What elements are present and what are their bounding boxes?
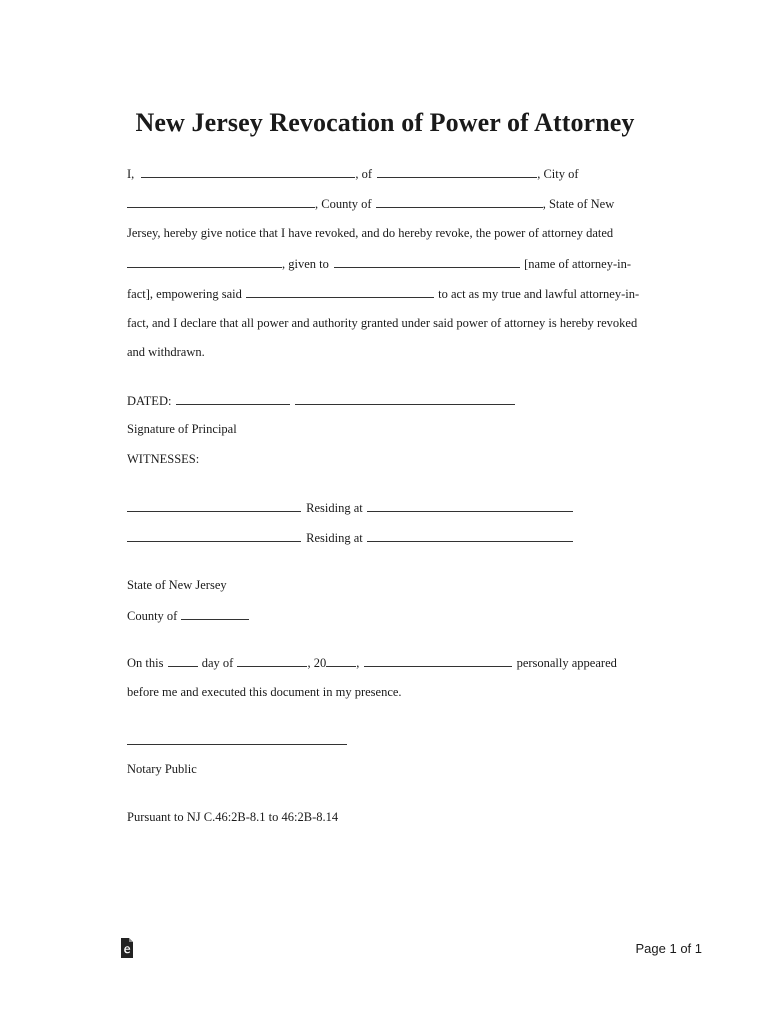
notary-month-blank[interactable] <box>237 654 307 667</box>
county-of-label: County of <box>127 609 178 623</box>
text-day-of: day of <box>201 656 234 670</box>
county-of-line <box>127 607 249 624</box>
notary-acknowledgment-line-2: before me and executed this document in my presence. <box>127 685 402 699</box>
notary-signature-blank[interactable] <box>127 744 347 745</box>
address-blank[interactable] <box>377 165 537 178</box>
signature-of-principal-label: Signature of Principal <box>127 422 237 436</box>
document-title: New Jersey Revocation of Power of Attorney <box>135 108 635 137</box>
text-comma: , <box>356 656 360 670</box>
paragraph-line-2 <box>127 195 614 212</box>
state-of-new-jersey-line: State of New Jersey <box>127 578 227 592</box>
text-given-to: , given to <box>282 257 329 271</box>
witness-1-residence-blank[interactable] <box>367 499 573 512</box>
text-county-of: , County of <box>315 197 372 211</box>
witness-line-1 <box>127 499 573 516</box>
residing-at-label-2: Residing at <box>306 531 363 545</box>
paragraph-line-6: fact, and I declare that all power and authority granted under said power of attorney is hereby revoked <box>127 316 638 330</box>
notary-year-blank[interactable] <box>326 654 356 667</box>
text-state-of-new: , State of New <box>542 197 615 211</box>
eforms-logo-icon <box>118 934 138 960</box>
attorney-name-blank[interactable] <box>246 285 434 298</box>
paragraph-line-7: and withdrawn. <box>127 345 205 359</box>
text-true-and-lawful: to act as my true and lawful attorney-in- <box>438 287 640 301</box>
notary-county-blank[interactable] <box>181 607 249 620</box>
dated-label: DATED: <box>127 394 172 408</box>
residing-at-label-1: Residing at <box>306 501 363 515</box>
county-blank[interactable] <box>376 195 543 208</box>
notary-public-label: Notary Public <box>127 762 197 776</box>
witness-1-signature-blank[interactable] <box>127 499 301 512</box>
attorney-in-fact-blank[interactable] <box>334 255 520 268</box>
principal-name-blank[interactable] <box>141 165 355 178</box>
principal-signature-blank[interactable] <box>295 392 515 405</box>
poa-date-blank[interactable] <box>127 255 282 268</box>
text-empowering-said: fact], empowering said <box>127 287 242 301</box>
witness-2-residence-blank[interactable] <box>367 529 573 542</box>
text-i: I, <box>127 167 135 181</box>
dated-blank[interactable] <box>176 392 290 405</box>
paragraph-line-4 <box>127 255 631 272</box>
notary-acknowledgment-line-1 <box>127 654 617 671</box>
dated-line <box>127 392 515 409</box>
text-personally-appeared: personally appeared <box>516 656 617 670</box>
statute-reference-line: Pursuant to NJ C.46:2B-8.1 to 46:2B-8.14 <box>127 810 339 824</box>
notary-appearer-name-blank[interactable] <box>364 654 512 667</box>
paragraph-line-5 <box>127 285 639 302</box>
text-of: , of <box>355 167 373 181</box>
text-city-of: , City of <box>537 167 579 181</box>
text-on-this: On this <box>127 656 164 670</box>
city-blank[interactable] <box>127 195 315 208</box>
notary-day-blank[interactable] <box>168 654 198 667</box>
page-number: Page 1 of 1 <box>635 941 702 956</box>
witness-line-2 <box>127 529 573 546</box>
witnesses-label: WITNESSES: <box>127 452 200 466</box>
witness-2-signature-blank[interactable] <box>127 529 301 542</box>
text-20: , 20 <box>307 656 327 670</box>
paragraph-line-3: Jersey, hereby give notice that I have revoked, and do hereby revoke, the power of attorney dated <box>127 226 614 240</box>
text-name-of-attorney: [name of attorney-in- <box>524 257 632 271</box>
paragraph-line-1 <box>127 165 579 182</box>
